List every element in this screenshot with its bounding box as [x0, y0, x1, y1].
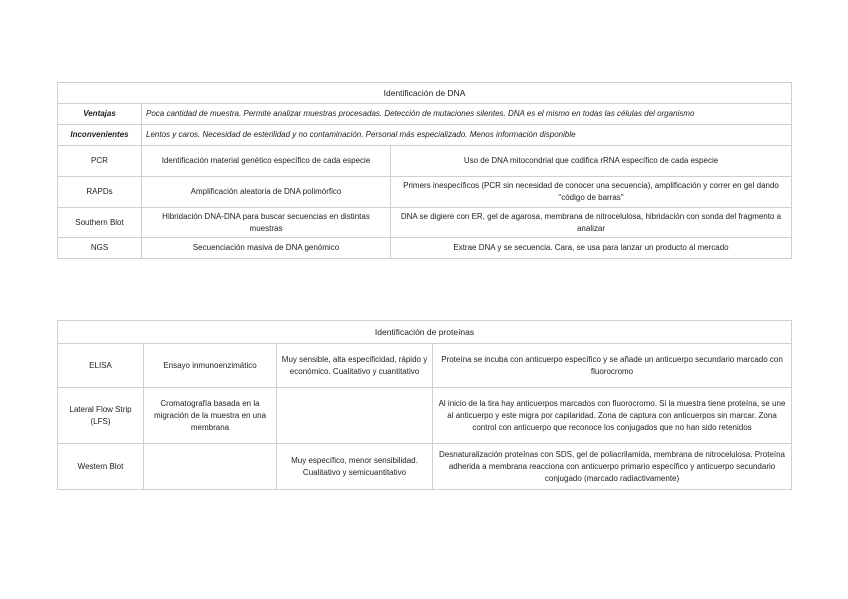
protein-identification-table: [57, 320, 792, 490]
method-name: NGS: [58, 238, 142, 259]
table-row: [58, 208, 792, 238]
method-detail: Proteína se incuba con anticuerpo específico y se añade un anticuerpo secundario marcado con fluorocromo: [433, 344, 792, 388]
method-description: Secuenciación masiva de DNA genómico: [142, 238, 391, 259]
method-description: Cromatografía basada en la migración de la muestra en una membrana: [144, 388, 277, 444]
method-features: Muy sensible, alta especificidad, rápido y económico. Cualitativo y cuantitativo: [277, 344, 433, 388]
table-row: [58, 444, 792, 490]
method-features: [277, 388, 433, 444]
method-description: Hibridación DNA-DNA para buscar secuencias en distintas muestras: [142, 208, 391, 238]
method-description: Amplificación aleatoria de DNA polimórfico: [142, 177, 391, 208]
inconvenientes-label: Inconvenientes: [58, 125, 142, 146]
inconvenientes-text: Lentos y caros. Necesidad de esterilidad y no contaminación. Personal más especializado. Menos información disponible: [142, 125, 792, 146]
method-detail: Primers inespecíficos (PCR sin necesidad de conocer una secuencia), amplificación y correr en gel dando "código de barras": [391, 177, 792, 208]
method-name: RAPDs: [58, 177, 142, 208]
table-row: [58, 146, 792, 177]
method-name: PCR: [58, 146, 142, 177]
method-detail: Extrae DNA y se secuencia. Cara, se usa para lanzar un producto al mercado: [391, 238, 792, 259]
protein-table-title: Identificación de proteínas: [58, 321, 792, 344]
method-features: Muy específico, menor sensibilidad. Cualitativo y semicuantitativo: [277, 444, 433, 490]
method-description: Ensayo inmunoenzimático: [144, 344, 277, 388]
ventajas-text: Poca cantidad de muestra. Permite analizar muestras procesadas. Detección de mutaciones silentes. DNA es el mismo en todas las células del organismo: [142, 104, 792, 125]
table-row: [58, 344, 792, 388]
method-detail: DNA se digiere con ER, gel de agarosa, membrana de nitrocelulosa, hibridación con sonda del fragmento a analizar: [391, 208, 792, 238]
table-row: [58, 388, 792, 444]
method-name: Southern Blot: [58, 208, 142, 238]
method-description: Identificación material genético específico de cada especie: [142, 146, 391, 177]
method-detail: Uso de DNA mitocondrial que codifica rRNA específico de cada especie: [391, 146, 792, 177]
method-detail: Al inicio de la tira hay anticuerpos marcados con fluorocromo. Si la muestra tiene proteína, se une al anticuerpo y este migra por capilaridad. Zona de captura con anticuerpos sin marcar. Zona control con anticuerpo que reconoce los conjugados que no han sido retenidos: [433, 388, 792, 444]
dna-table-title: Identificación de DNA: [58, 83, 792, 104]
table-row: [58, 177, 792, 208]
method-detail: Desnaturalización proteínas con SDS, gel de poliacrilamida, membrana de nitrocelulosa. Proteína adherida a membrana reacciona con anticuerpo primario específico y anticuerpo secundario conjugado (marcado radiactivamente): [433, 444, 792, 490]
ventajas-label: Ventajas: [58, 104, 142, 125]
method-name: Lateral Flow Strip (LFS): [58, 388, 144, 444]
method-description: [144, 444, 277, 490]
method-name: ELISA: [58, 344, 144, 388]
table-row: [58, 238, 792, 259]
method-name: Western Blot: [58, 444, 144, 490]
dna-identification-table: [57, 82, 792, 259]
